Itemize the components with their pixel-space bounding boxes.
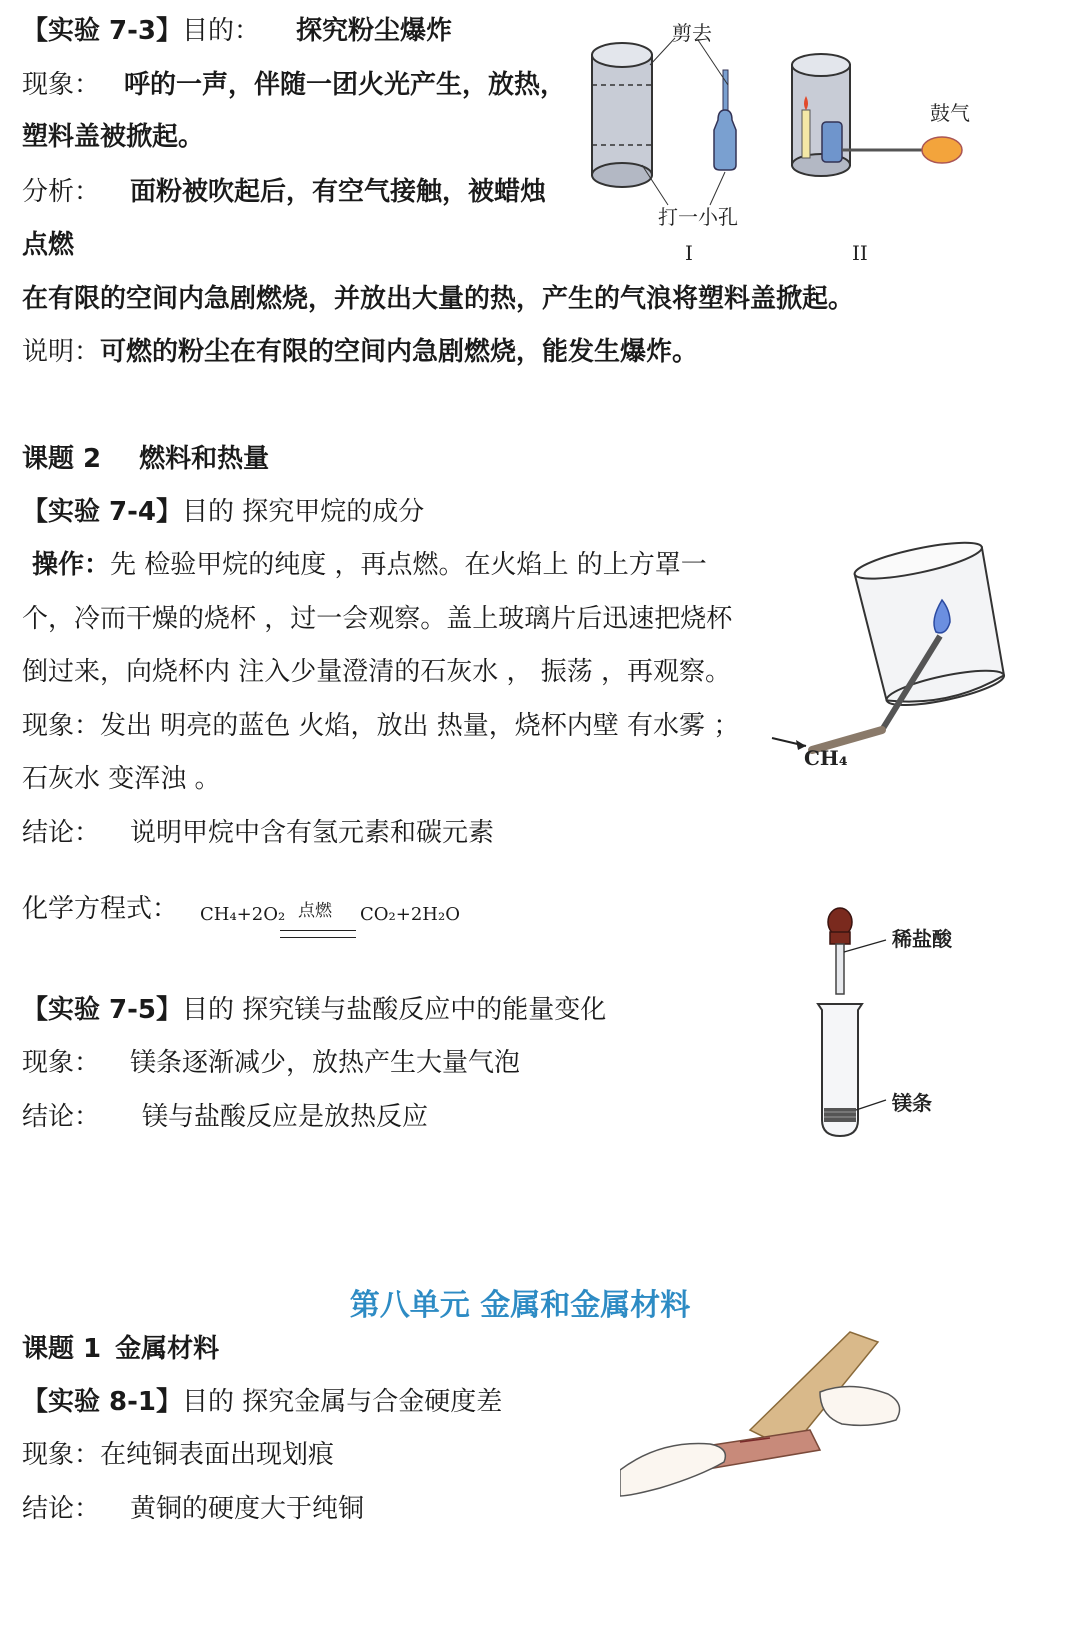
exp73-analysis-cont2: 在有限的空间内急剧燃烧，并放出大量的热，产生的气浪将塑料盖掀起。 (22, 284, 855, 314)
exp74-operation-cont2: 倒过来，向烧杯内 注入少量澄清的石灰水 ， 振荡 ，再观察。 (22, 657, 732, 687)
label-hole: 打一小孔 (658, 205, 738, 229)
label-magnesium: 镁条 (892, 1091, 932, 1115)
topic1-heading: 课题 1 金属材料 (22, 1334, 220, 1364)
label-cut: 剪去 (672, 21, 712, 45)
exp74-operation-cont: 个，冷而干燥的烧杯 ，过一会观察。盖上玻璃片后迅速把烧杯 (22, 604, 733, 634)
label-figure-i: I (685, 241, 693, 265)
magnesium-testtube-figure (810, 900, 1030, 1140)
exp74-phenomenon: 现象：发出 明亮的蓝色 火焰，放出 热量，烧杯内壁 有水雾 ； (22, 711, 740, 741)
label-hydrochloric-acid: 稀盐酸 (892, 927, 952, 951)
exp73-phenomenon-cont: 塑料盖被掀起。 (22, 122, 205, 152)
exp74-title: 【实验 7-4】目的 探究甲烷的成分 (22, 497, 425, 527)
exp74-phenomenon-cont: 石灰水 变浑浊 。 (22, 764, 221, 794)
methane-beaker-figure (770, 540, 1040, 790)
scratch-hardness-figure (620, 1320, 920, 1520)
equation-left: CH₄+2O₂ (200, 904, 286, 925)
topic2-heading: 课题 2 燃料和热量 (22, 444, 270, 474)
exp81-title: 【实验 8-1】目的 探究金属与合金硬度差 (22, 1387, 503, 1417)
label-figure-ii: II (852, 241, 868, 265)
exp73-analysis: 分析： 面粉被吹起后，有空气接触，被蜡烛 (22, 177, 547, 207)
exp74-conclusion: 结论： 说明甲烷中含有氢元素和碳元素 (22, 818, 495, 848)
exp75-phenomenon: 现象： 镁条逐渐减少，放热产生大量气泡 (22, 1048, 521, 1078)
label-ch4: CH₄ (804, 746, 848, 770)
unit8-heading: 第八单元 金属和金属材料 (349, 1288, 691, 1323)
exp73-note: 说明：可燃的粉尘在有限的空间内急剧燃烧，能发生爆炸。 (22, 337, 699, 367)
dust-explosion-figure (580, 10, 1020, 270)
exp81-phenomenon: 现象：在纯铜表面出现划痕 (22, 1440, 335, 1470)
equation-right: CO₂+2H₂O (360, 904, 460, 925)
exp81-conclusion: 结论： 黄铜的硬度大于纯铜 (22, 1494, 365, 1524)
exp73-title: 【实验 7-3】目的： 探究粉尘爆炸 (22, 16, 453, 46)
exp73-analysis-cont: 点燃 (22, 230, 75, 260)
exp75-title: 【实验 7-5】目的 探究镁与盐酸反应中的能量变化 (22, 995, 607, 1025)
equation-equals (280, 930, 356, 938)
label-blow: 鼓气 (930, 101, 970, 125)
exp75-conclusion: 结论： 镁与盐酸反应是放热反应 (22, 1102, 429, 1132)
exp74-operation: 操作：先 检验甲烷的纯度 ，再点燃。在火焰上 的上方罩一 (32, 550, 707, 580)
equation-condition: 点燃 (298, 901, 332, 921)
exp74-equation-label: 化学方程式： (22, 894, 179, 924)
exp73-phenomenon: 现象： 呼的一声，伴随一团火光产生，放热， (22, 70, 567, 100)
